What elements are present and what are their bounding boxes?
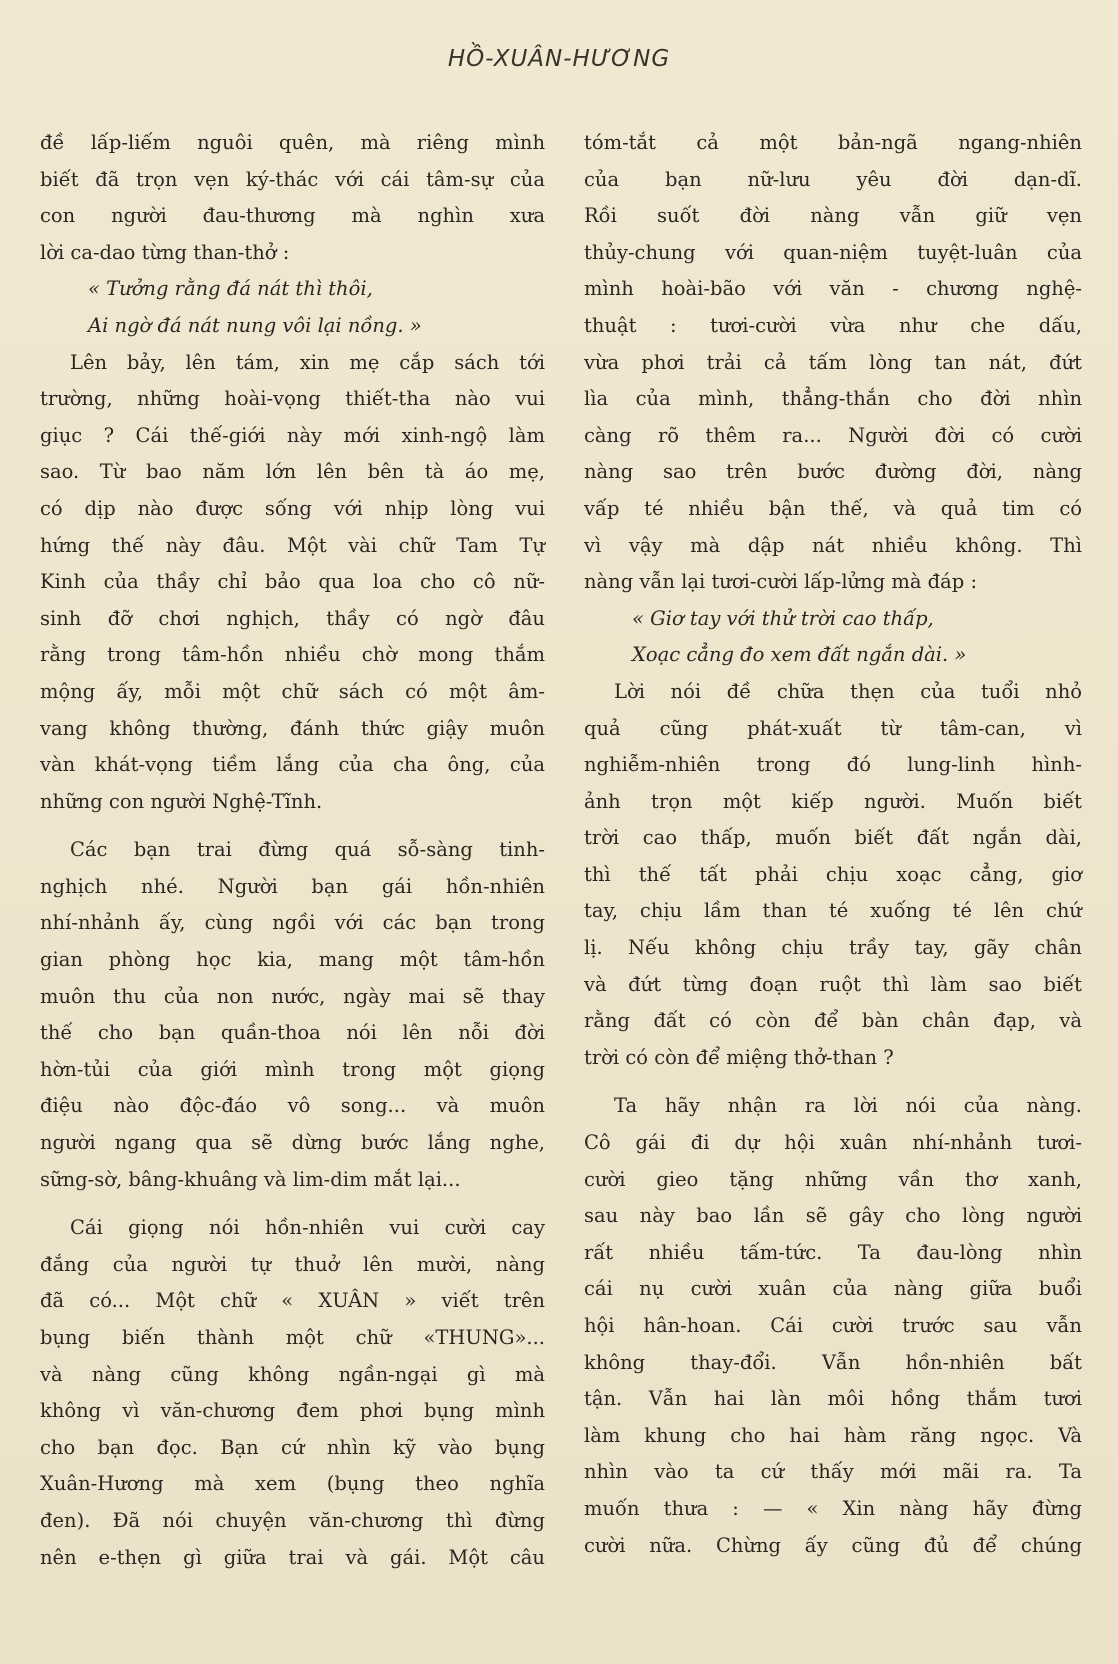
text-line: người ngang qua sẽ dừng bước lắng nghe, bbox=[40, 1131, 545, 1155]
text-line: của bạn nữ-lưu yêu đời dạn-dĩ. bbox=[584, 167, 1082, 191]
text-line: cái nụ cười xuân của nàng giữa buổi bbox=[584, 1277, 1082, 1301]
text-line: Xuân-Hương mà xem (bụng theo nghĩa bbox=[40, 1472, 545, 1496]
text-line: hứng thế này đâu. Một vài chữ Tam Tự bbox=[40, 533, 545, 557]
text-line: cười nữa. Chừng ấy cũng đủ để chúng bbox=[584, 1533, 1082, 1557]
text-line: muôn thu của non nước, ngày mai sẽ thay bbox=[40, 984, 545, 1008]
text-line: càng rõ thêm ra... Người đời có cười bbox=[584, 423, 1082, 447]
text-line: lời ca-dao từng than-thở : bbox=[40, 240, 290, 264]
text-line: nghịch nhé. Người bạn gái hồn-nhiên bbox=[40, 874, 545, 898]
text-line: những con người Nghệ-Tĩnh. bbox=[40, 789, 323, 813]
text-line: tận. Vẫn hai làn môi hồng thắm tươi bbox=[584, 1387, 1082, 1411]
text-line: thuật : tươi-cười vừa như che dấu, bbox=[584, 313, 1082, 337]
text-line: nàng vẫn lại tươi-cười lấp-lửng mà đáp : bbox=[584, 570, 978, 594]
text-line: và đứt từng đoạn ruột thì làm sao biết bbox=[584, 972, 1082, 996]
text-line: Cái giọng nói hồn-nhiên vui cười cay bbox=[70, 1216, 545, 1240]
text-line: mộng ấy, mỗi một chữ sách có một âm- bbox=[40, 679, 545, 703]
text-line: hờn-tủi của giới mình trong một giọng bbox=[40, 1057, 545, 1081]
text-line: không vì văn-chương đem phơi bụng mình bbox=[40, 1399, 545, 1423]
text-line: nên e-thẹn gì giữa trai và gái. Một câu bbox=[40, 1545, 545, 1569]
text-line: con người đau-thương mà nghìn xưa bbox=[40, 204, 545, 228]
text-line: thế cho bạn quần-thoa nói lên nỗi đời bbox=[40, 1021, 545, 1045]
text-line: thì thế tất phải chịu xoạc cẳng, giơ bbox=[584, 862, 1082, 886]
text-line: thủy-chung với quan-niệm tuyệt-luân của bbox=[584, 240, 1082, 264]
text-line: tóm-tắt cả một bản-ngã ngang-nhiên bbox=[584, 131, 1082, 154]
text-line: Lời nói đề chữa thẹn của tuổi nhỏ bbox=[614, 679, 1082, 703]
text-line: rằng trong tâm-hồn nhiều chờ mong thắm bbox=[40, 643, 545, 667]
text-line: có dịp nào được sống với nhịp lòng vui bbox=[40, 496, 545, 520]
text-line: sững-sờ, bâng-khuâng và lim-dim mắt lại... bbox=[40, 1167, 461, 1191]
text-line: đắng của người tự thuở lên mười, nàng bbox=[40, 1252, 545, 1276]
paragraph-gap bbox=[40, 820, 545, 832]
running-title: HỒ-XUÂN-HƯƠNG bbox=[447, 46, 671, 72]
text-line: nàng sao trên bước đường đời, nàng bbox=[584, 460, 1082, 484]
text-line: sinh đỡ chơi nghịch, thầy có ngờ đâu bbox=[40, 606, 545, 630]
text-line: Các bạn trai đừng quá sỗ-sàng tinh- bbox=[70, 838, 545, 862]
text-line: trời có còn để miệng thở-than ? bbox=[584, 1045, 894, 1069]
text-line: muốn thưa : — « Xin nàng hãy đừng bbox=[584, 1496, 1082, 1520]
text-line: vàn khát-vọng tiềm lắng của cha ông, của bbox=[40, 753, 545, 777]
text-line: Ta hãy nhận ra lời nói của nàng. bbox=[614, 1094, 1082, 1118]
text-line: đề lấp-liếm nguôi quên, mà riêng mình bbox=[40, 131, 545, 154]
text-line: vang không thường, đánh thức giậy muôn bbox=[40, 716, 545, 740]
verse-line: Xoạc cẳng đo xem đất ngắn dài. » bbox=[632, 643, 967, 667]
text-line: sao. Từ bao năm lớn lên bên tà áo mẹ, bbox=[40, 460, 545, 484]
text-line: nghiễm-nhiên trong đó lung-linh hình- bbox=[584, 753, 1082, 777]
text-line: lị. Nếu không chịu trầy tay, gãy chân bbox=[584, 936, 1082, 960]
text-line: bụng biến thành một chữ «THUNG»... bbox=[40, 1326, 545, 1349]
text-line: lìa của mình, thẳng-thắn cho đời nhìn bbox=[584, 387, 1082, 411]
verse-line: « Giơ tay với thử trời cao thấp, bbox=[632, 606, 934, 630]
text-line: Lên bảy, lên tám, xin mẹ cắp sách tới bbox=[70, 350, 545, 374]
text-line: nhí-nhảnh ấy, cùng ngồi với các bạn trong bbox=[40, 911, 545, 935]
text-line: tay, chịu lầm than té xuống té lên chứ bbox=[584, 899, 1082, 923]
right-column bbox=[584, 125, 1082, 1564]
text-line: quả cũng phát-xuất từ tâm-can, vì bbox=[584, 716, 1082, 740]
text-line: rằng đất có còn để bàn chân đạp, và bbox=[584, 1009, 1082, 1033]
text-line: nhìn vào ta cứ thấy mới mãi ra. Ta bbox=[584, 1460, 1082, 1484]
text-line: không thay-đổi. Vẫn hồn-nhiên bất bbox=[584, 1350, 1082, 1374]
text-line: vừa phơi trải cả tấm lòng tan nát, đứt bbox=[584, 350, 1082, 374]
text-line: hội hân-hoan. Cái cười trước sau vẫn bbox=[584, 1314, 1082, 1337]
text-line: biết đã trọn vẹn ký-thác với cái tâm-sự của bbox=[40, 167, 545, 191]
left-column bbox=[40, 125, 545, 1576]
text-line: Kinh của thầy chỉ bảo qua loa cho cô nữ- bbox=[40, 570, 545, 594]
paragraph-gap bbox=[584, 1076, 1082, 1088]
text-line: điệu nào độc-đáo vô song... và muôn bbox=[40, 1094, 545, 1118]
text-line: trường, những hoài-vọng thiết-tha nào vui bbox=[40, 387, 545, 411]
text-line: cười gieo tặng những vần thơ xanh, bbox=[584, 1167, 1082, 1191]
text-line: làm khung cho hai hàm răng ngọc. Và bbox=[584, 1423, 1082, 1447]
text-line: mình hoài-bão với văn - chương nghệ- bbox=[584, 277, 1082, 301]
text-line: vì vậy mà dập nát nhiều không. Thì bbox=[584, 533, 1082, 557]
text-line: gian phòng học kia, mang một tâm-hồn bbox=[40, 948, 545, 972]
text-line: đã có... Một chữ « XUÂN » viết trên bbox=[40, 1289, 545, 1313]
text-line: Cô gái đi dự hội xuân nhí-nhảnh tươi- bbox=[584, 1131, 1082, 1155]
text-line: Rồi suốt đời nàng vẫn giữ vẹn bbox=[584, 204, 1082, 228]
text-line: trời cao thấp, muốn biết đất ngắn dài, bbox=[584, 826, 1082, 850]
verse-line: Ai ngờ đá nát nung vôi lại nồng. » bbox=[88, 313, 422, 337]
text-line: đen). Đã nói chuyện văn-chương thì đừng bbox=[40, 1508, 545, 1532]
text-line: rất nhiều tấm-tức. Ta đau-lòng nhìn bbox=[584, 1240, 1082, 1264]
text-line: ảnh trọn một kiếp người. Muốn biết bbox=[584, 789, 1082, 813]
text-line: cho bạn đọc. Bạn cứ nhìn kỹ vào bụng bbox=[40, 1435, 545, 1459]
text-line: giục ? Cái thế-giới này mới xinh-ngộ làm bbox=[40, 423, 545, 447]
paragraph-gap bbox=[40, 1198, 545, 1210]
text-line: và nàng cũng không ngần-ngại gì mà bbox=[40, 1362, 545, 1386]
text-line: sau này bao lần sẽ gây cho lòng người bbox=[584, 1204, 1082, 1228]
verse-line: « Tưởng rằng đá nát thì thôi, bbox=[88, 277, 373, 301]
text-line: vấp té nhiều bận thế, và quả tim có bbox=[584, 496, 1082, 520]
